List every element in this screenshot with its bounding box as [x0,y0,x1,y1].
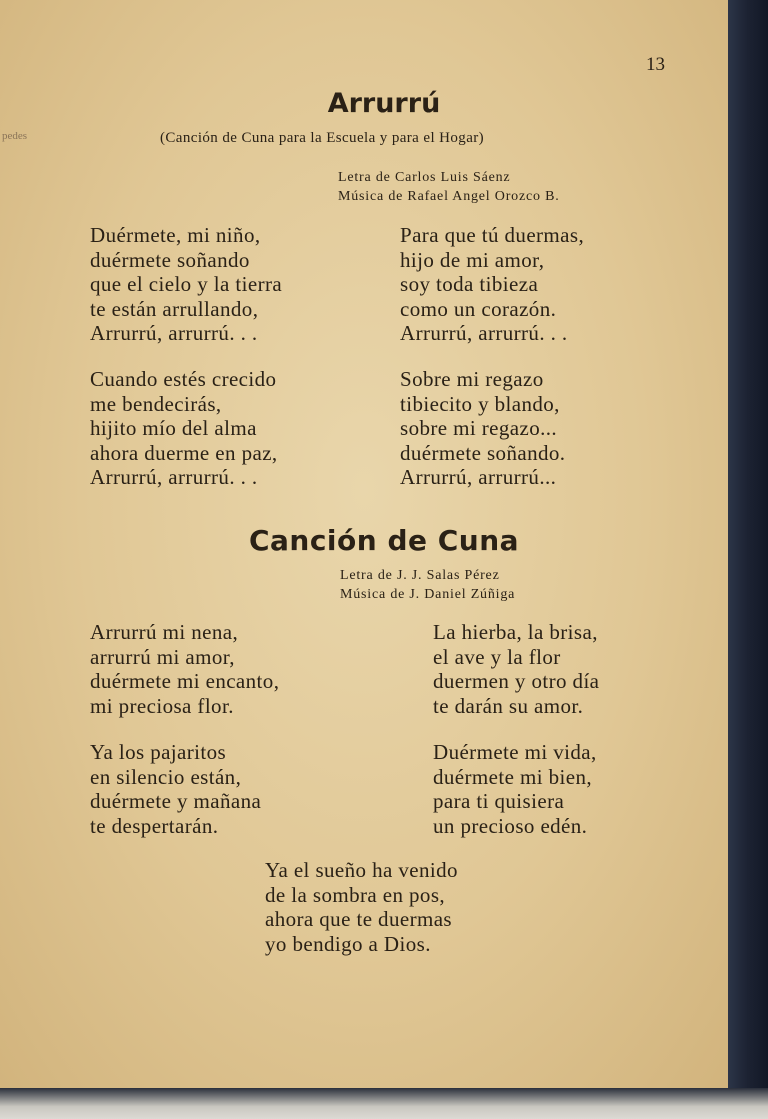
verse-line: que el cielo y la tierra [90,272,283,296]
verse-line: para ti quisiera [433,789,565,813]
verse-line: el ave y la flor [433,644,561,669]
verse-line: te darán su amor. [433,693,584,718]
music-credit: Música de Rafael Angel Orozco B. [338,189,560,204]
verse-line: Duérmete mi vida, [433,740,597,764]
verse-line: Arrurrú, arrurrú. . . [90,321,258,345]
verse-line: duérmete mi bien, [433,764,592,789]
page-number: 13 [646,54,665,75]
verse-line: te están arrullando, [90,296,259,321]
page-bottom-edge [0,1088,768,1119]
verse-line: hijo de mi amor, [400,247,545,272]
verse-line: duérmete mi encanto, [90,669,280,693]
stanza [433,740,597,838]
lyrics-credit: Letra de J. J. Salas Pérez [340,568,500,583]
verse-line: un precioso edén. [433,813,588,838]
verse-line: La hierba, la brisa, [433,620,598,644]
verse-line: ahora duerme en paz, [90,440,278,465]
verse-line: Cuando estés crecido [90,367,277,391]
verse-line: sobre mi regazo... [400,416,558,440]
song-subtitle: (Canción de Cuna para la Escuela y para el Hogar) [160,130,485,146]
verse-line: Arrurrú, arrurrú. . . [90,465,258,489]
verse-line: Arrurrú, arrurrú... [400,465,557,489]
verse-line: soy toda tibieza [400,272,539,296]
verse-line: tibiecito y blando, [400,391,560,416]
song-credits [340,566,515,604]
verse-line: hijito mío del alma [90,416,257,440]
verse-line: te despertarán. [90,813,219,838]
song-title: Arrurrú [327,88,441,119]
stanza [90,367,278,490]
music-credit: Música de J. Daniel Zúñiga [340,587,516,602]
verse-line: me bendecirás, [90,391,222,416]
stanza [90,620,279,718]
verse-line: duermen y otro día [433,669,600,693]
book-cover-edge [728,0,768,1119]
stanza [400,367,565,490]
verse-line: duérmete soñando [90,247,250,272]
verse-line: Arrurrú, arrurrú. . . [400,321,568,345]
verse-line: de la sombra en pos, [265,882,446,907]
verse-line: Para que tú duermas, [400,223,585,247]
song-credits [338,168,560,206]
verse-line: mi preciosa flor. [90,693,234,718]
verse-line: Duérmete, mi niño, [90,223,261,247]
verse-line: arrurrú mi amor, [90,644,235,669]
verse-line: Sobre mi regazo [400,367,544,391]
stanza [433,620,599,718]
verse-line: yo bendigo a Dios. [265,931,431,956]
stanza [400,223,584,346]
verse-line: Arrurrú mi nena, [90,620,239,644]
verse-line: duérmete y mañana [90,789,262,813]
stanza [265,858,458,956]
song-title: Canción de Cuna [248,524,520,557]
stanza [90,740,261,838]
margin-note: pedes [2,130,28,142]
stanza [90,223,282,346]
verse-line: Ya el sueño ha venido [265,858,458,882]
lyrics-credit: Letra de Carlos Luis Sáenz [338,170,511,185]
verse-line: duérmete soñando. [400,440,566,465]
verse-line: ahora que te duermas [265,907,453,931]
verse-line: como un corazón. [400,296,557,321]
verse-line: Ya los pajaritos [90,740,227,764]
verse-line: en silencio están, [90,764,242,789]
